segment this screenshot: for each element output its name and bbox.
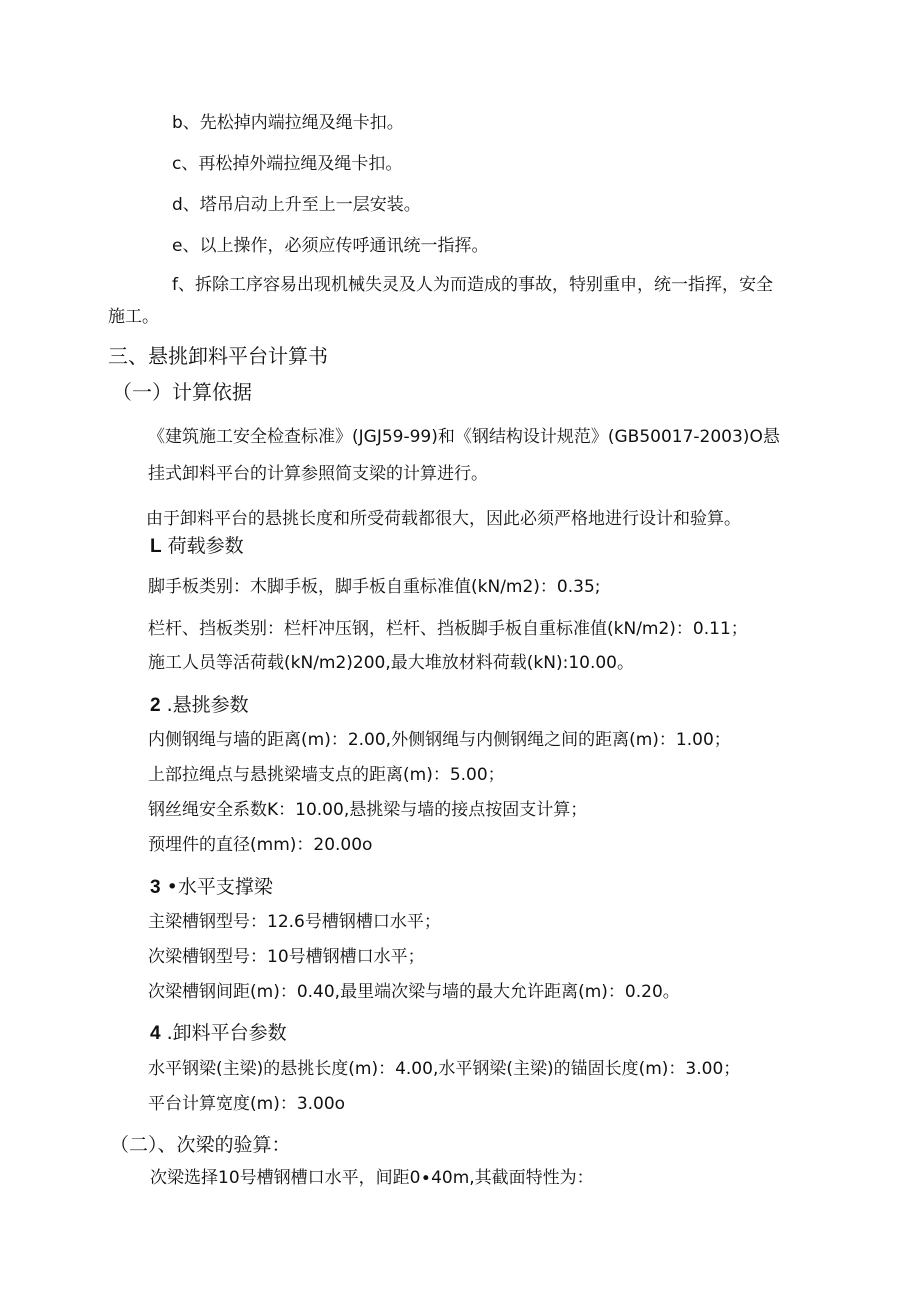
cantilever-param-line1: 内侧钢绳与墙的距离(m)：2.00,外侧钢绳与内侧钢绳之间的距离(m)：1.00； [148, 730, 731, 750]
subsection-basis-title: （一）计算依据 [112, 380, 252, 404]
platform-params-heading [150, 1021, 287, 1046]
step-d: d、塔吊启动上升至上一层安装。 [172, 195, 421, 215]
basis-paragraph-line2: 挂式卸料平台的计算参照简支梁的计算进行。 [148, 464, 488, 484]
cantilever-param-line2: 上部拉绳点与悬挑梁墙支点的距离(m)：5.00； [148, 765, 505, 785]
load-param-line2: 栏杆、挡板类别：栏杆冲压钢，栏杆、挡板脚手板自重标准值(kN/m2)：0.11； [148, 619, 748, 639]
step-b: b、先松掉内端拉绳及绳卡扣。 [172, 113, 404, 133]
heading-number: L [150, 536, 162, 557]
heading-text: •水平支撑梁 [166, 876, 273, 898]
cantilever-param-line4: 预埋件的直径(mm)：20.00o [148, 835, 373, 855]
support-beam-line2: 次梁槽钢型号：10号槽钢槽口水平； [148, 947, 425, 967]
basis-paragraph-line1: 《建筑施工安全检查标准》(JGJ59-99)和《钢结构设计规范》(GB50017-2003)O悬 [148, 427, 780, 447]
step-f-line2: 施工。 [108, 307, 159, 327]
heading-text: .悬挑参数 [166, 694, 249, 716]
secondary-beam-line1: 次梁选择10号槽钢槽口水平，间距0∙40m,其截面特性为： [150, 1168, 594, 1188]
heading-number: 4 [150, 1023, 161, 1044]
cantilever-params-heading [150, 693, 249, 718]
heading-text: 荷载参数 [167, 535, 244, 557]
load-param-line1: 脚手板类别：木脚手板，脚手板自重标准值(kN∕m2)：0.35; [148, 577, 601, 597]
platform-param-line1: 水平钢梁(主梁)的悬挑长度(m)：4.00,水平钢梁(主梁)的锚固长度(m)：3.00； [148, 1059, 741, 1079]
heading-text: .卸料平台参数 [166, 1022, 287, 1044]
platform-param-line2: 平台计算宽度(m)：3.00o [148, 1094, 346, 1114]
support-beam-line3: 次梁槽钢间距(m)：0.40,最里端次梁与墙的最大允许距离(m)：0.20。 [148, 982, 680, 1002]
support-beam-line1: 主梁槽钢型号：12.6号槽钢槽口水平； [148, 912, 441, 932]
section-3-title: 三、悬挑卸料平台计算书 [108, 344, 328, 368]
support-beam-heading [150, 875, 273, 900]
step-e: e、以上操作，必须应传呼通讯统一指挥。 [172, 236, 489, 256]
load-param-line3: 施工人员等活荷载(kN∕m2)200,最大堆放材料荷载(kN):10.00。 [148, 653, 635, 673]
step-c: c、再松掉外端拉绳及绳卡扣。 [172, 154, 403, 174]
step-f-line1: f、拆除工序容易出现机械失灵及人为而造成的事故，特别重申，统一指挥，安全 [172, 275, 773, 295]
load-params-heading [150, 534, 244, 559]
heading-number: 3 [150, 877, 161, 898]
secondary-beam-section-title: （二）、次梁的验算： [110, 1134, 291, 1156]
design-note: 由于卸料平台的悬挑长度和所受荷载都很大，因此必须严格地进行设计和验算。 [146, 509, 741, 529]
cantilever-param-line3: 钢丝绳安全系数K：10.00,悬挑梁与墙的接点按固支计算； [148, 800, 588, 820]
heading-number: 2 [150, 695, 161, 716]
